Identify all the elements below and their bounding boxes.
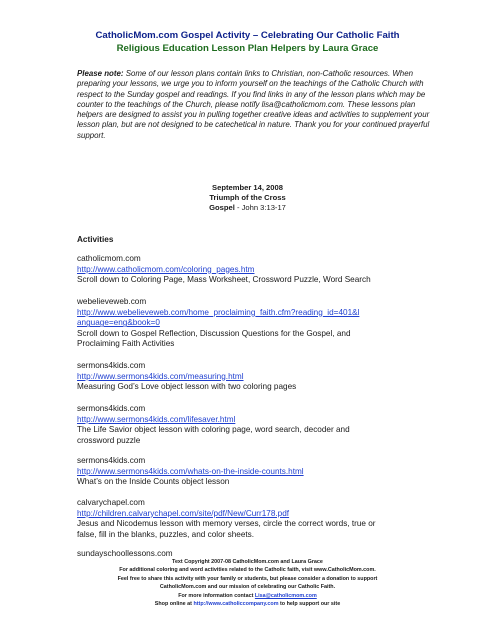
activity-link[interactable]: http://www.sermons4kids.com/whats-on-the-inside-counts.html bbox=[77, 466, 304, 476]
document-subtitle: Religious Education Lesson Plan Helpers by Laura Grace bbox=[116, 43, 379, 54]
disclaimer-note bbox=[77, 69, 433, 141]
footer-contact bbox=[0, 592, 495, 600]
reading-info bbox=[0, 183, 495, 213]
footer-line: For additional coloring and word activities related to the Catholic faith, visit www.CatholicMom.com. bbox=[119, 567, 376, 574]
activity-link[interactable]: http://www.catholicmom.com/coloring_pages.htm bbox=[77, 264, 255, 274]
activity-description: Scroll down to Gospel Reflection, Discussion Questions for the Gospel, and bbox=[77, 328, 351, 338]
activity-link[interactable]: http://www.sermons4kids.com/measuring.html bbox=[77, 371, 244, 381]
activity-item bbox=[77, 254, 437, 286]
activity-site: sermons4kids.com bbox=[77, 361, 146, 370]
footer-line: CatholicMom.com and our mission of celebrating our Catholic Faith. bbox=[159, 584, 336, 591]
document-title: CatholicMom.com Gospel Activity – Celebrating Our Catholic Faith bbox=[95, 30, 400, 41]
activity-description-continued: false, fill in the blanks, puzzles, and color sheets. bbox=[77, 529, 255, 539]
activity-item bbox=[77, 297, 437, 350]
footer-shop-label: Shop online at bbox=[154, 601, 194, 607]
activity-link-continued[interactable]: anguage=eng&book=0 bbox=[77, 318, 160, 328]
activity-description: Jesus and Nicodemus lesson with memory verses, circle the correct words, true or bbox=[77, 519, 376, 529]
note-text: Some of our lesson plans contain links to Christian, non-Catholic resources. When preparing your lessons, we urge you to inform yourself on the teachings of the Catholic Church with respect to the Sunday gospel and readings. If you find links in any of the lesson plans which may be counter to the teachings of the Church, please notify lisa@catholicmom.com. These lessons plan helpers are designed to assist you in pulling together creative ideas and activities to supplement your lesson plan, but are not designed to be catechetical in nature. Thank you for your continued prayerful support. bbox=[77, 69, 430, 140]
activity-link[interactable]: http://www.webelieveweb.com/home_proclaiming_faith.cfm?reading_id=401&l bbox=[77, 307, 360, 317]
activity-description-continued: Proclaiming Faith Activities bbox=[77, 339, 175, 349]
gospel-ref: - John 3:13-17 bbox=[236, 203, 286, 212]
activity-description: Measuring God’s Love object lesson with two coloring pages bbox=[77, 382, 297, 392]
activity-site: sermons4kids.com bbox=[77, 404, 146, 413]
footer-shop-line bbox=[0, 600, 495, 606]
reading-date: September 14, 2008 bbox=[212, 183, 283, 192]
activity-site: calvarychapel.com bbox=[77, 498, 145, 507]
activity-site: sundayschoollessons.com bbox=[77, 549, 173, 558]
activity-item bbox=[77, 456, 437, 488]
footer-line: Feel free to share this activity with your family or students, but please consider a donation to support bbox=[117, 575, 378, 582]
note-label: Please note: bbox=[77, 69, 124, 78]
gospel-label: Gospel bbox=[209, 203, 235, 212]
contact-email-link[interactable]: Lisa@catholicmom.com bbox=[254, 592, 317, 599]
activity-description-continued: crossword puzzle bbox=[77, 435, 141, 445]
activity-link[interactable]: http://children.calvarychapel.com/site/pdf/New/Curr178.pdf bbox=[77, 508, 290, 518]
footer-copyright: Text Copyright 2007-08 CatholicMom.com and Laura Grace bbox=[172, 559, 323, 565]
activity-site: catholicmom.com bbox=[77, 254, 141, 263]
activities-heading: Activities bbox=[77, 235, 114, 244]
activity-description: What’s on the Inside Counts object lesson bbox=[77, 477, 230, 487]
activity-item bbox=[77, 404, 437, 446]
footer-shop-suffix: to help support our site bbox=[278, 601, 341, 607]
activity-link[interactable]: http://www.sermons4kids.com/lifesaver.html bbox=[77, 414, 236, 424]
gospel-reference bbox=[0, 203, 495, 213]
shop-link[interactable]: http://www.catholiccompany.com bbox=[193, 601, 279, 607]
footer-contact-label: For more information contact bbox=[178, 592, 255, 599]
activity-site: sermons4kids.com bbox=[77, 456, 146, 465]
activity-item bbox=[77, 361, 437, 393]
activity-description: The Life Savior object lesson with coloring page, word search, decoder and bbox=[77, 425, 350, 435]
document-header bbox=[0, 29, 495, 55]
document-footer bbox=[0, 558, 495, 606]
activity-site: webelieveweb.com bbox=[77, 297, 147, 306]
activity-item bbox=[77, 498, 437, 540]
feast-name: Triumph of the Cross bbox=[209, 193, 286, 202]
activity-description: Scroll down to Coloring Page, Mass Worksheet, Crossword Puzzle, Word Search bbox=[77, 275, 371, 285]
